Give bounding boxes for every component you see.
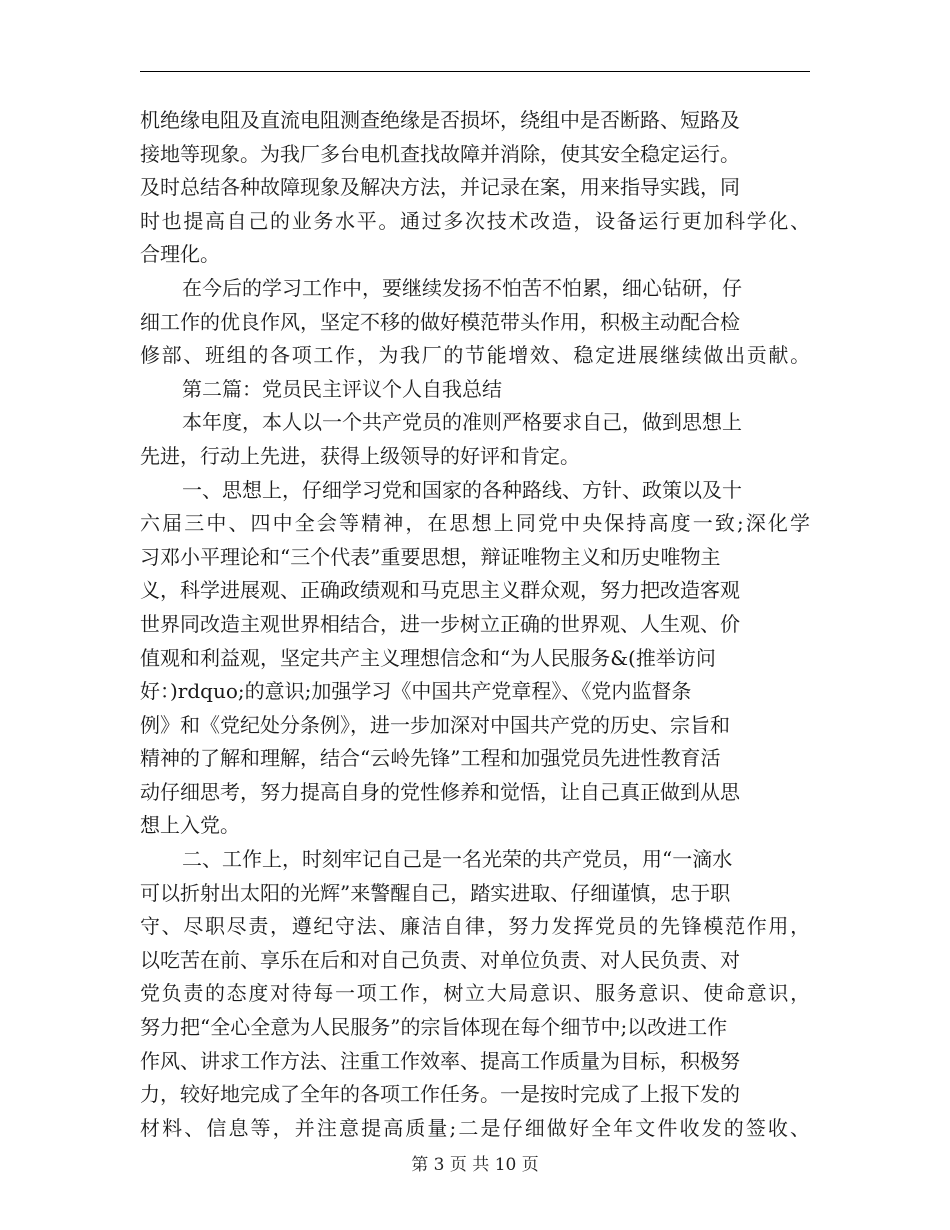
page-number-footer: 第 3 页 共 10 页 — [411, 1155, 539, 1175]
text-line: 及时总结各种故障现象及解决方法，并记录在案，用来指导实践，同 — [140, 175, 740, 200]
document-body — [140, 104, 813, 1145]
text-line: 合理化。 — [140, 242, 220, 267]
text-line: 材料、信息等，并注意提高质量;二是仔细做好全年文件收发的签收、 — [140, 1115, 813, 1140]
text-line: 作风、讲求工作方法、注重工作效率、提高工作质量为目标，积极努 — [140, 1048, 740, 1073]
text-line: 力，较好地完成了全年的各项工作任务。一是按时完成了上报下发的 — [140, 1082, 740, 1107]
text-line: 世界同改造主观世界相结合，进一步树立正确的世界观、人生观、价 — [140, 611, 740, 636]
text-line: 本年度，本人以一个共产党员的准则严格要求自己，做到思想上 — [182, 410, 742, 435]
text-line: 一、思想上，仔细学习党和国家的各种路线、方针、政策以及十 — [182, 477, 742, 502]
text-line: 六届三中、四中全会等精神，在思想上同党中央保持高度一致;深化学 — [140, 511, 813, 536]
text-line: 细工作的优良作风，坚定不移的做好模范带头作用，积极主动配合检 — [140, 309, 740, 334]
text-line: 修部、班组的各项工作，为我厂的节能增效、稳定进展继续做出贡献。 — [140, 343, 812, 368]
text-line: 机绝缘电阻及直流电阻测查绝缘是否损坏，绕组中是否断路、短路及 — [140, 108, 740, 132]
text-line: 接地等现象。为我厂多台电机查找故障并消除，使其安全稳定运行。 — [140, 141, 740, 166]
text-line: 好：)rdquo;的意识;加强学习《中国共产党章程》、《党内监督条 — [140, 679, 692, 704]
text-line: 在今后的学习工作中，要继续发扬不怕苦不怕累，细心钻研，仔 — [182, 275, 742, 300]
text-line: 动仔细思考，努力提高自身的党性修养和觉悟，让自己真正做到从思 — [140, 779, 740, 804]
text-line: 义，科学进展观、正确政绩观和马克思主义群众观，努力把改造客观 — [140, 578, 740, 603]
text-line: 精神的了解和理解，结合“云岭先锋”工程和加强党员先进性教育活 — [140, 746, 721, 771]
text-line: 例》和《党纪处分条例》，进一步加深对中国共产党的历史、宗旨和 — [140, 712, 730, 737]
text-line: 第二篇：党员民主评议个人自我总结 — [182, 376, 502, 401]
text-line: 以吃苦在前、享乐在后和对自己负责、对单位负责、对人民负责、对 — [140, 947, 740, 972]
text-line: 想上入党。 — [140, 813, 240, 838]
text-line: 守、尽职尽责，遵纪守法、廉洁自律，努力发挥党员的先锋模范作用， — [140, 914, 812, 939]
text-line: 习邓小平理论和“三个代表”重要思想，辩证唯物主义和历史唯物主 — [140, 544, 721, 569]
header-rule — [140, 71, 810, 72]
text-line: 时也提高自己的业务水平。通过多次技术改造，设备运行更加科学化、 — [140, 208, 812, 233]
text-line: 先进，行动上先进，获得上级领导的好评和肯定。 — [140, 443, 580, 468]
text-line: 努力把“全心全意为人民服务”的宗旨体现在每个细节中;以改进工作 — [140, 1015, 728, 1040]
text-line: 值观和利益观，坚定共产主义理想信念和“为人民服务&(推举访问 — [140, 645, 716, 670]
text-line: 可以折射出太阳的光辉”来警醒自己，踏实进取、仔细谨慎，忠于职 — [140, 880, 731, 905]
text-line: 二、工作上，时刻牢记自己是一名光荣的共产党员，用“一滴水 — [182, 847, 733, 872]
text-line: 党负责的态度对待每一项工作，树立大局意识、服务意识、使命意识， — [140, 981, 812, 1006]
